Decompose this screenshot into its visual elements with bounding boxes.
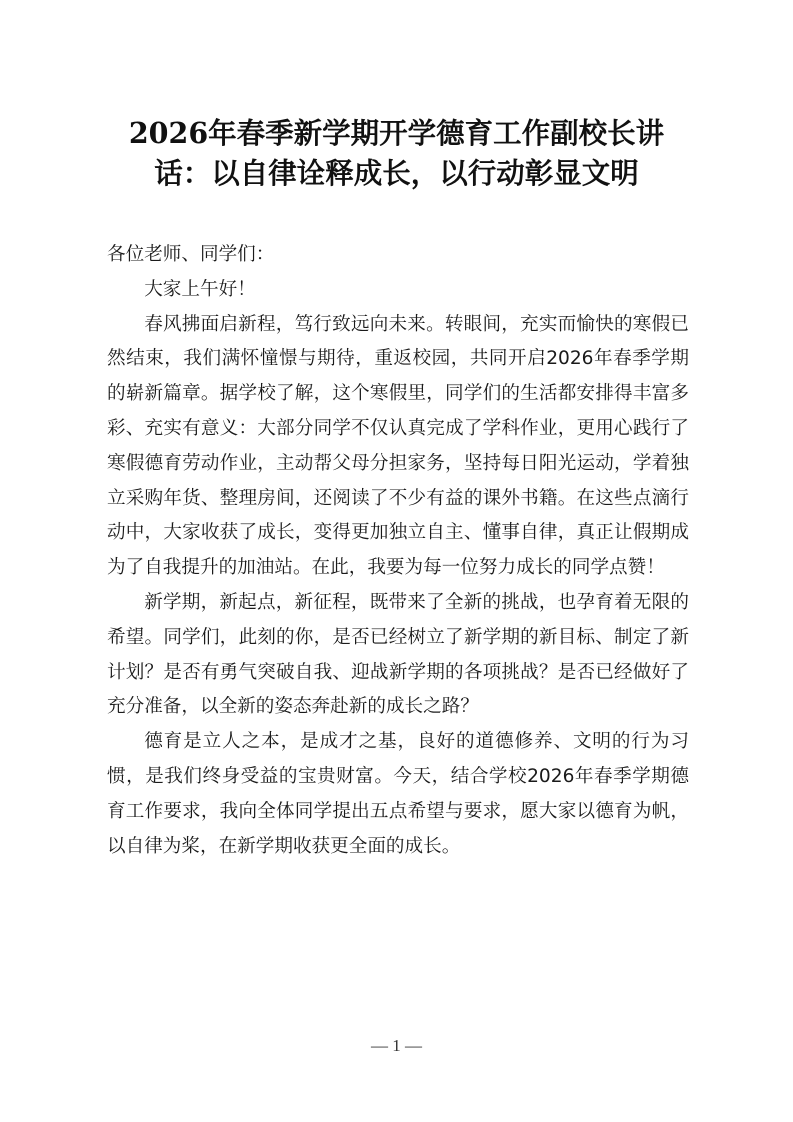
- document-title: [100, 113, 693, 193]
- body-paragraph: 新学期，新起点，新征程，既带来了全新的挑战，也孕育着无限的希望。同学们，此刻的你，是否已经树立了新学期的新目标、制定了新计划？是否有勇气突破自我、迎战新学期的各项挑战？是否已经做好了充分准备，以全新的姿态奔赴新的成长之路？: [107, 591, 689, 718]
- greeting-paragraph: 大家上午好！: [144, 278, 256, 300]
- salutation: 各位老师、同学们：: [107, 244, 275, 265]
- page-number: — 1 —: [371, 1036, 422, 1055]
- body-paragraph: 春风拂面启新程，笃行致远向未来。转眼间，充实而愉快的寒假已然结束，我们满怀憧憬与期待，重返校园，共同开启2026年春季学期的崭新篇章。据学校了解，这个寒假里，同学们的生活都安排得丰富多彩、充实有意义：大部分同学不仅认真完成了学科作业，更用心践行了寒假德育劳动作业，主动帮父母分担家务，坚持每日阳光运动，学着独立采购年货、整理房间，还阅读了不少有益的课外书籍。在这些点滴行动中，大家收获了成长，变得更加独立自主、懂事自律，真正让假期成为了自我提升的加油站。在此，我要为每一位努力成长的同学点赞！: [107, 313, 689, 579]
- title-line-2: 话：以自律诠释成长，以行动彰显文明: [154, 156, 639, 190]
- title-line-1: 2026年春季新学期开学德育工作副校长讲: [128, 116, 665, 150]
- body-paragraph: 德育是立人之本，是成才之基，良好的道德修养、文明的行为习惯，是我们终身受益的宝贵财富。今天，结合学校2026年春季学期德育工作要求，我向全体同学提出五点希望与要求，愿大家以德育为帆，以自律为桨，在新学期收获更全面的成长。: [107, 731, 689, 857]
- document-body: [107, 238, 689, 864]
